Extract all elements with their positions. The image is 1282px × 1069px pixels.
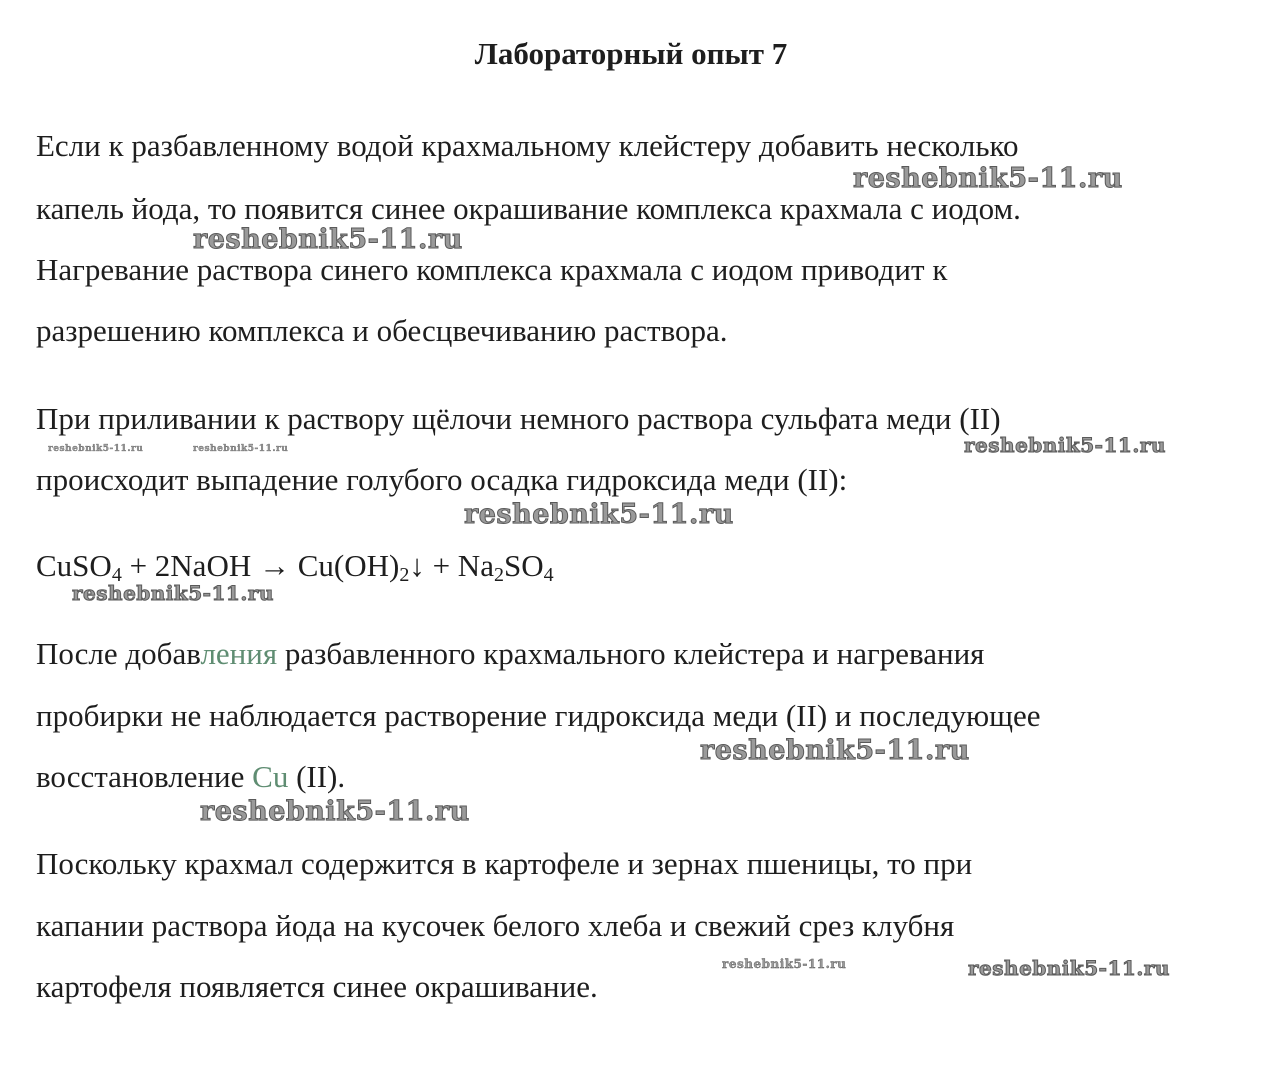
watermark: reshebnik5-11.ru — [48, 444, 144, 454]
watermark: reshebnik5-11.ru — [968, 956, 1170, 980]
text-line-3: Нагревание раствора синего комплекса крахмала с иодом приводит к — [36, 252, 948, 287]
eq-sub-3: 2 — [493, 564, 504, 586]
text-line-9 — [36, 761, 345, 792]
eq-sub-2: 2 — [399, 564, 410, 586]
text-line-1: Если к разбавленному водой крахмальному клейстеру добавить несколько — [36, 128, 1019, 163]
watermark: reshebnik5-11.ru — [853, 163, 1123, 194]
text-line-9-c: (II). — [288, 759, 346, 794]
watermark: reshebnik5-11.ru — [700, 735, 970, 766]
watermark: reshebnik5-11.ru — [200, 796, 470, 827]
text-line-4: разрешению комплекса и обесцвечиванию раствора. — [36, 313, 728, 348]
watermark: reshebnik5-11.ru — [722, 957, 847, 971]
text-line-2: капель йода, то появится синее окрашивание комплекса крахмала с иодом. — [36, 191, 1021, 226]
text-line-9-b: Cu — [252, 759, 289, 794]
watermark: reshebnik5-11.ru — [193, 224, 463, 255]
text-line-11: капании раствора йода на кусочек белого хлеба и свежий срез клубня — [36, 908, 955, 943]
page-title: Лабораторный опыт 7 — [474, 36, 788, 71]
eq-part-2: + 2NaOH → Cu(OH) — [121, 548, 400, 583]
watermark: reshebnik5-11.ru — [464, 499, 734, 530]
text-line-10: Поскольку крахмал содержится в картофеле и зернах пшеницы, то при — [36, 846, 973, 881]
text-line-8: пробирки не наблюдается растворение гидроксида меди (II) и последующее — [36, 698, 1041, 733]
text-line-7-b: ления — [200, 636, 278, 671]
watermark: reshebnik5-11.ru — [193, 444, 289, 454]
eq-part-1: CuSO — [36, 548, 112, 583]
text-line-12: картофеля появляется синее окрашивание. — [36, 969, 598, 1004]
text-line-9-a: восстановление — [36, 759, 253, 794]
eq-part-4: SO — [503, 548, 544, 583]
text-line-7 — [36, 638, 984, 669]
text-line-7-c: разбавленного крахмального клейстера и нагревания — [277, 636, 985, 671]
eq-part-3: ↓ + Na — [409, 548, 494, 583]
text-line-7-a: После добав — [36, 636, 201, 671]
eq-sub-4: 4 — [543, 564, 554, 586]
eq-sub-1: 4 — [111, 564, 122, 586]
watermark: reshebnik5-11.ru — [72, 581, 274, 605]
text-line-5: При приливании к раствору щёлочи немного раствора сульфата меди (II) — [36, 401, 1001, 436]
chemical-equation — [36, 550, 554, 585]
text-line-6: происходит выпадение голубого осадка гидроксида меди (II): — [36, 462, 848, 497]
watermark: reshebnik5-11.ru — [964, 433, 1166, 457]
